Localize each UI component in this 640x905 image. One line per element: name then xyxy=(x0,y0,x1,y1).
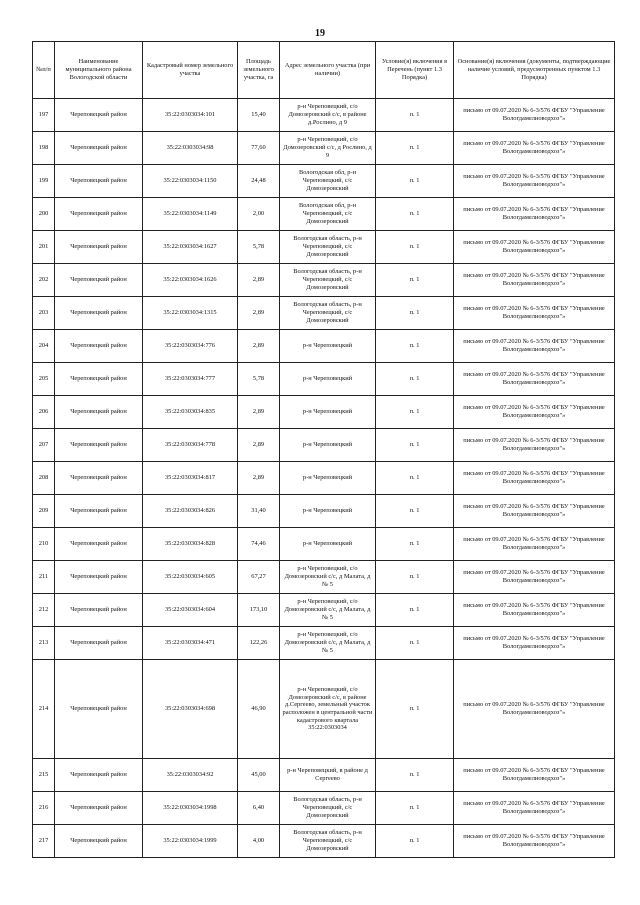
cell-area: 2,89 xyxy=(238,330,280,363)
cell-address: Вологодская обл, р-н Череповецкий, с/с Домозеровский xyxy=(280,165,376,198)
cell-num: 201 xyxy=(33,231,55,264)
cell-condition: п. 1 xyxy=(376,363,454,396)
header-basis: Основание(я) включения (документы, подтверждающие наличие условий, предусмотренных пунктом 1.3 Порядка) xyxy=(454,42,615,99)
table-row xyxy=(33,264,615,297)
cell-address: р-н Череповецкий, с/о Домозеровский с/с, в районе д.Сергеево, земельный участок расположен в центральной части кадастрового квартала 35:22:0303034 xyxy=(280,660,376,759)
cell-num: 214 xyxy=(33,660,55,759)
cell-area: 2,89 xyxy=(238,264,280,297)
table-row xyxy=(33,660,615,759)
cell-cadastral: 35:22:0303034:1999 xyxy=(143,825,238,858)
cell-basis: письмо от 09.07.2020 № 6-3/576 ФГБУ "Управление Вологдамелиоводхоз"» xyxy=(454,561,615,594)
header-municipality: Наименование муниципального района Вологодской области xyxy=(55,42,143,99)
cell-area: 4,00 xyxy=(238,825,280,858)
cell-condition: п. 1 xyxy=(376,132,454,165)
cell-condition: п. 1 xyxy=(376,594,454,627)
cell-cadastral: 35:22:0303034:817 xyxy=(143,462,238,495)
page-number: 19 xyxy=(315,28,325,39)
table-row xyxy=(33,132,615,165)
cell-num: 212 xyxy=(33,594,55,627)
cell-area: 2,00 xyxy=(238,198,280,231)
cell-num: 210 xyxy=(33,528,55,561)
cell-municipality: Череповецкий район xyxy=(55,627,143,660)
cell-cadastral: 35:22:0303034:1626 xyxy=(143,264,238,297)
cell-num: 217 xyxy=(33,825,55,858)
cell-cadastral: 35:22:0303034:1315 xyxy=(143,297,238,330)
cell-condition: п. 1 xyxy=(376,561,454,594)
cell-cadastral: 35:22:0303034:92 xyxy=(143,759,238,792)
cell-num: 199 xyxy=(33,165,55,198)
cell-address: р-н Череповецкий, в районе д Сергеево xyxy=(280,759,376,792)
cell-address: Вологодская область, р-н Череповецкий, с/с Домозеровский xyxy=(280,792,376,825)
cell-basis: письмо от 09.07.2020 № 6-3/576 ФГБУ "Управление Вологдамелиоводхоз"» xyxy=(454,660,615,759)
cell-area: 5,78 xyxy=(238,231,280,264)
cell-municipality: Череповецкий район xyxy=(55,792,143,825)
cell-condition: п. 1 xyxy=(376,198,454,231)
table-row xyxy=(33,198,615,231)
table-row xyxy=(33,297,615,330)
cell-cadastral: 35:22:0303034:471 xyxy=(143,627,238,660)
cell-cadastral: 35:22:0303034:98 xyxy=(143,132,238,165)
cell-area: 2,89 xyxy=(238,429,280,462)
cell-area: 15,40 xyxy=(238,99,280,132)
cell-condition: п. 1 xyxy=(376,330,454,363)
table-row xyxy=(33,594,615,627)
cell-basis: письмо от 09.07.2020 № 6-3/576 ФГБУ "Управление Вологдамелиоводхоз"» xyxy=(454,99,615,132)
cell-area: 173,10 xyxy=(238,594,280,627)
cell-num: 216 xyxy=(33,792,55,825)
cell-area: 6,40 xyxy=(238,792,280,825)
cell-condition: п. 1 xyxy=(376,297,454,330)
cell-num: 205 xyxy=(33,363,55,396)
cell-address: р-н Череповецкий, с/о Домозеровский с/с, д Рослино, д 9 xyxy=(280,132,376,165)
cell-basis: письмо от 09.07.2020 № 6-3/576 ФГБУ "Управление Вологдамелиоводхоз"» xyxy=(454,132,615,165)
cell-address: р-н Череповецкий, с/о Домозеровский с/с, д Малата, д № 5 xyxy=(280,561,376,594)
cell-address: р-н Череповецкий, с/о Домозеровский с/с, в районе д.Рослино, д 9 xyxy=(280,99,376,132)
cell-address: р-н Череповецкий xyxy=(280,363,376,396)
table-row xyxy=(33,330,615,363)
cell-municipality: Череповецкий район xyxy=(55,429,143,462)
table-row xyxy=(33,792,615,825)
table-row xyxy=(33,462,615,495)
cell-cadastral: 35:22:0303034:604 xyxy=(143,594,238,627)
cell-condition: п. 1 xyxy=(376,759,454,792)
cell-condition: п. 1 xyxy=(376,429,454,462)
cell-num: 200 xyxy=(33,198,55,231)
cell-cadastral: 35:22:0303034:605 xyxy=(143,561,238,594)
cell-address: Вологодская область, р-н Череповецкий, с/с Домозеровский xyxy=(280,264,376,297)
cell-num: 215 xyxy=(33,759,55,792)
cell-address: Вологодская область, р-н Череповецкий, с/с Домозеровский xyxy=(280,297,376,330)
cell-basis: письмо от 09.07.2020 № 6-3/576 ФГБУ "Управление Вологдамелиоводхоз"» xyxy=(454,363,615,396)
cell-address: р-н Череповецкий xyxy=(280,330,376,363)
cell-basis: письмо от 09.07.2020 № 6-3/576 ФГБУ "Управление Вологдамелиоводхоз"» xyxy=(454,198,615,231)
cell-condition: п. 1 xyxy=(376,528,454,561)
cell-basis: письмо от 09.07.2020 № 6-3/576 ФГБУ "Управление Вологдамелиоводхоз"» xyxy=(454,297,615,330)
cell-basis: письмо от 09.07.2020 № 6-3/576 ФГБУ "Управление Вологдамелиоводхоз"» xyxy=(454,396,615,429)
cell-num: 209 xyxy=(33,495,55,528)
cell-condition: п. 1 xyxy=(376,396,454,429)
table-row xyxy=(33,495,615,528)
cell-area: 45,00 xyxy=(238,759,280,792)
cell-cadastral: 35:22:0303034:835 xyxy=(143,396,238,429)
cell-cadastral: 35:22:0303034:778 xyxy=(143,429,238,462)
table-row xyxy=(33,561,615,594)
cell-area: 67,27 xyxy=(238,561,280,594)
cell-address: р-н Череповецкий xyxy=(280,528,376,561)
cell-area: 2,89 xyxy=(238,297,280,330)
cell-area: 24,48 xyxy=(238,165,280,198)
cell-basis: письмо от 09.07.2020 № 6-3/576 ФГБУ "Управление Вологдамелиоводхоз"» xyxy=(454,528,615,561)
cell-municipality: Череповецкий район xyxy=(55,495,143,528)
table-row xyxy=(33,231,615,264)
cell-num: 206 xyxy=(33,396,55,429)
cell-municipality: Череповецкий район xyxy=(55,594,143,627)
cell-municipality: Череповецкий район xyxy=(55,363,143,396)
cell-area: 122,26 xyxy=(238,627,280,660)
cell-condition: п. 1 xyxy=(376,99,454,132)
header-address: Адрес земельного участка (при наличии) xyxy=(280,42,376,99)
cell-condition: п. 1 xyxy=(376,462,454,495)
cell-basis: письмо от 09.07.2020 № 6-3/576 ФГБУ "Управление Вологдамелиоводхоз"» xyxy=(454,231,615,264)
table-row xyxy=(33,165,615,198)
cell-basis: письмо от 09.07.2020 № 6-3/576 ФГБУ "Управление Вологдамелиоводхоз"» xyxy=(454,264,615,297)
cell-cadastral: 35:22:0303034:101 xyxy=(143,99,238,132)
cell-municipality: Череповецкий район xyxy=(55,330,143,363)
cell-basis: письмо от 09.07.2020 № 6-3/576 ФГБУ "Управление Вологдамелиоводхоз"» xyxy=(454,429,615,462)
cell-area: 74,46 xyxy=(238,528,280,561)
cell-basis: письмо от 09.07.2020 № 6-3/576 ФГБУ "Управление Вологдамелиоводхоз"» xyxy=(454,627,615,660)
cell-num: 213 xyxy=(33,627,55,660)
cell-address: Вологодская область, р-н Череповецкий, с/с Домозеровский xyxy=(280,231,376,264)
cell-cadastral: 35:22:0303034:1998 xyxy=(143,792,238,825)
cell-cadastral: 35:22:0303034:828 xyxy=(143,528,238,561)
cell-cadastral: 35:22:0303034:698 xyxy=(143,660,238,759)
cell-num: 207 xyxy=(33,429,55,462)
cell-num: 203 xyxy=(33,297,55,330)
cell-basis: письмо от 09.07.2020 № 6-3/576 ФГБУ "Управление Вологдамелиоводхоз"» xyxy=(454,594,615,627)
cell-condition: п. 1 xyxy=(376,825,454,858)
cell-municipality: Череповецкий район xyxy=(55,264,143,297)
cell-municipality: Череповецкий район xyxy=(55,825,143,858)
cell-condition: п. 1 xyxy=(376,627,454,660)
table-row xyxy=(33,99,615,132)
header-condition: Условие(я) включения в Перечень (пункт 1.3 Порядка) xyxy=(376,42,454,99)
table-row xyxy=(33,627,615,660)
cell-address: р-н Череповецкий xyxy=(280,396,376,429)
cell-basis: письмо от 09.07.2020 № 6-3/576 ФГБУ "Управление Вологдамелиоводхоз"» xyxy=(454,165,615,198)
cell-municipality: Череповецкий район xyxy=(55,231,143,264)
cell-address: Вологодская область, р-н Череповецкий, с/с Домозеровский xyxy=(280,825,376,858)
header-num: №п/п xyxy=(33,42,55,99)
cell-address: р-н Череповецкий, с/о Домозеровский с/с, д Малата, д № 5 xyxy=(280,627,376,660)
cell-cadastral: 35:22:0303034:1150 xyxy=(143,165,238,198)
cell-address: р-н Череповецкий xyxy=(280,495,376,528)
cell-municipality: Череповецкий район xyxy=(55,99,143,132)
cell-address: р-н Череповецкий xyxy=(280,462,376,495)
table-row xyxy=(33,825,615,858)
cell-num: 198 xyxy=(33,132,55,165)
cell-area: 77,60 xyxy=(238,132,280,165)
cell-basis: письмо от 09.07.2020 № 6-3/576 ФГБУ "Управление Вологдамелиоводхоз"» xyxy=(454,792,615,825)
cell-basis: письмо от 09.07.2020 № 6-3/576 ФГБУ "Управление Вологдамелиоводхоз"» xyxy=(454,330,615,363)
cell-municipality: Череповецкий район xyxy=(55,396,143,429)
header-area: Площадь земельного участка, га xyxy=(238,42,280,99)
cell-area: 2,89 xyxy=(238,462,280,495)
cell-municipality: Череповецкий район xyxy=(55,198,143,231)
table-row xyxy=(33,363,615,396)
cell-num: 211 xyxy=(33,561,55,594)
table-row xyxy=(33,396,615,429)
header-cadastral: Кадастровый номер земельного участка xyxy=(143,42,238,99)
cell-municipality: Череповецкий район xyxy=(55,165,143,198)
cell-municipality: Череповецкий район xyxy=(55,660,143,759)
cell-num: 208 xyxy=(33,462,55,495)
cell-num: 197 xyxy=(33,99,55,132)
cell-condition: п. 1 xyxy=(376,660,454,759)
cell-area: 5,78 xyxy=(238,363,280,396)
cell-municipality: Череповецкий район xyxy=(55,297,143,330)
cell-area: 2,89 xyxy=(238,396,280,429)
cell-municipality: Череповецкий район xyxy=(55,561,143,594)
cell-condition: п. 1 xyxy=(376,264,454,297)
cell-num: 202 xyxy=(33,264,55,297)
cell-municipality: Череповецкий район xyxy=(55,462,143,495)
cell-area: 46,90 xyxy=(238,660,280,759)
cell-municipality: Череповецкий район xyxy=(55,132,143,165)
table-row xyxy=(33,759,615,792)
cell-municipality: Череповецкий район xyxy=(55,759,143,792)
cell-municipality: Череповецкий район xyxy=(55,528,143,561)
cell-basis: письмо от 09.07.2020 № 6-3/576 ФГБУ "Управление Вологдамелиоводхоз"» xyxy=(454,495,615,528)
cell-area: 31,40 xyxy=(238,495,280,528)
land-plots-table xyxy=(32,41,615,858)
cell-basis: письмо от 09.07.2020 № 6-3/576 ФГБУ "Управление Вологдамелиоводхоз"» xyxy=(454,825,615,858)
table-header-row xyxy=(33,42,615,99)
cell-address: р-н Череповецкий xyxy=(280,429,376,462)
cell-condition: п. 1 xyxy=(376,165,454,198)
cell-cadastral: 35:22:0303034:777 xyxy=(143,363,238,396)
cell-address: р-н Череповецкий, с/о Домозеровский с/с, д Малата, д № 5 xyxy=(280,594,376,627)
cell-basis: письмо от 09.07.2020 № 6-3/576 ФГБУ "Управление Вологдамелиоводхоз"» xyxy=(454,462,615,495)
table-row xyxy=(33,528,615,561)
cell-address: Вологодская обл, р-н Череповецкий, с/с Домозеровский xyxy=(280,198,376,231)
cell-cadastral: 35:22:0303034:1627 xyxy=(143,231,238,264)
cell-basis: письмо от 09.07.2020 № 6-3/576 ФГБУ "Управление Вологдамелиоводхоз"» xyxy=(454,759,615,792)
table-row xyxy=(33,429,615,462)
cell-condition: п. 1 xyxy=(376,231,454,264)
cell-cadastral: 35:22:0303034:826 xyxy=(143,495,238,528)
cell-cadastral: 35:22:0303034:1149 xyxy=(143,198,238,231)
cell-num: 204 xyxy=(33,330,55,363)
cell-cadastral: 35:22:0303034:776 xyxy=(143,330,238,363)
cell-condition: п. 1 xyxy=(376,495,454,528)
cell-condition: п. 1 xyxy=(376,792,454,825)
